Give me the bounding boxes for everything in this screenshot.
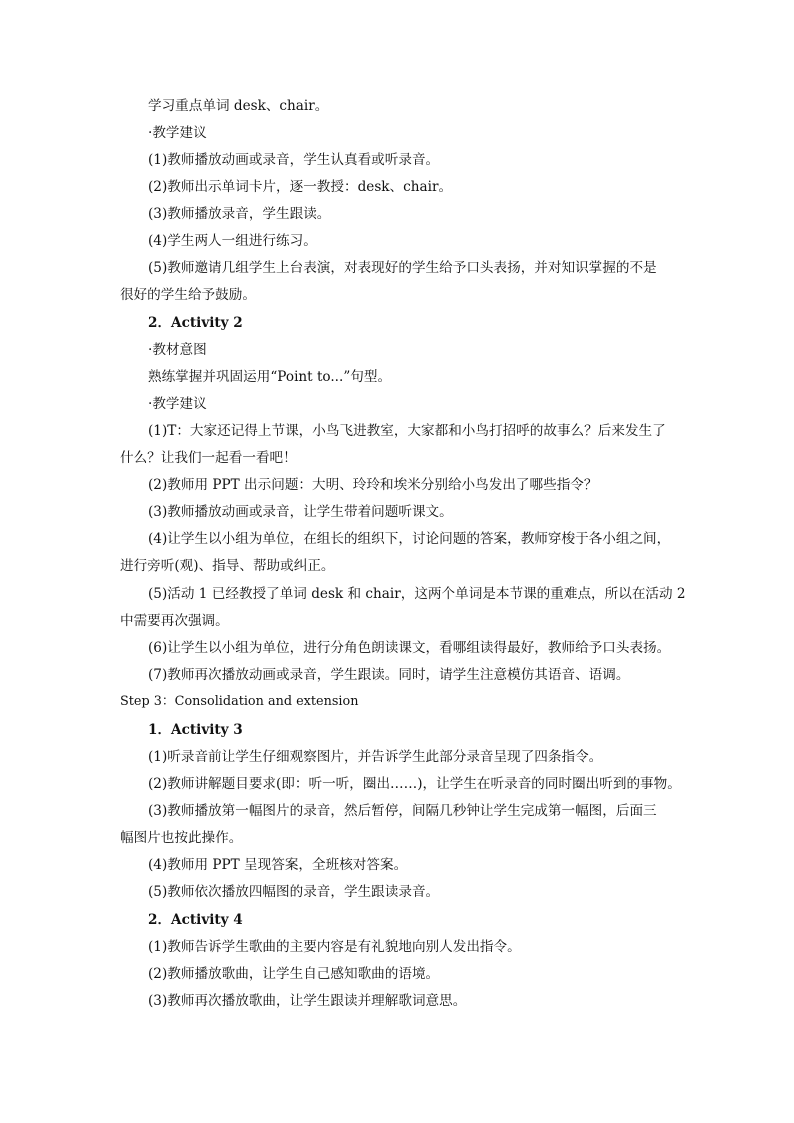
list-item-continuation: 很好的学生给予鼓励。: [120, 287, 256, 303]
activity-heading: 1．Activity 3: [148, 722, 243, 738]
list-item: (1)听录音前让学生仔细观察图片，并告诉学生此部分录音呈现了四条指令。: [148, 749, 603, 765]
step-heading: Step 3：Consolidation and extension: [120, 694, 359, 709]
list-item-continuation: 中需要再次强调。: [120, 613, 229, 629]
list-item: (5)教师依次播放四幅图的录音，学生跟读录音。: [148, 884, 440, 900]
section-heading: ·教学建议: [148, 396, 207, 412]
list-item: (2)教师出示单词卡片，逐一教授：desk、chair。: [148, 179, 453, 195]
list-item: (6)让学生以小组为单位，进行分角色朗读课文，看哪组读得最好，教师给予口头表扬。: [148, 640, 671, 656]
list-item: (3)教师播放第一幅图片的录音，然后暂停，间隔几秒钟让学生完成第一幅图，后面三: [148, 803, 657, 819]
text-line: 学习重点单词 desk、chair。: [148, 98, 329, 114]
list-item: (4)学生两人一组进行练习。: [148, 233, 317, 249]
list-item: (4)让学生以小组为单位，在组长的组织下，讨论问题的答案，教师穿梭于各小组之间，: [148, 531, 671, 547]
list-item: (1)教师告诉学生歌曲的主要内容是有礼貌地向别人发出指令。: [148, 939, 521, 955]
section-heading: ·教学建议: [148, 125, 207, 141]
text-line: 熟练掌握并巩固运用“Point to...”句型。: [148, 369, 392, 385]
list-item: (5)活动 1 已经教授了单词 desk 和 chair，这两个单词是本节课的重难点，所以在活动 2: [148, 586, 686, 602]
list-item: (3)教师播放录音，学生跟读。: [148, 206, 331, 222]
list-item: (2)教师讲解题目要求(即：听一听，圈出……)，让学生在听录音的同时圈出听到的事物。: [148, 776, 681, 792]
list-item: (7)教师再次播放动画或录音，学生跟读。同时，请学生注意模仿其语音、语调。: [148, 667, 630, 683]
list-item: (1)教师播放动画或录音，学生认真看或听录音。: [148, 152, 440, 168]
section-heading: ·教材意图: [148, 342, 207, 358]
list-item: (4)教师用 PPT 呈现答案，全班核对答案。: [148, 857, 408, 873]
list-item: (3)教师再次播放歌曲，让学生跟读并理解歌词意思。: [148, 993, 467, 1009]
list-item-continuation: 进行旁听(观)、指导、帮助或纠正。: [120, 558, 335, 574]
list-item: (2)教师用 PPT 出示问题：大明、玲玲和埃米分别给小鸟发出了哪些指令？: [148, 477, 598, 493]
list-item: (2)教师播放歌曲，让学生自己感知歌曲的语境。: [148, 966, 440, 982]
list-item-continuation: 什么？让我们一起看一看吧！: [120, 450, 297, 466]
list-item: (1)T：大家还记得上节课，小鸟飞进教室，大家都和小鸟打招呼的故事么？后来发生了: [148, 423, 666, 439]
list-item: (3)教师播放动画或录音，让学生带着问题听课文。: [148, 504, 453, 520]
activity-heading: 2．Activity 2: [148, 315, 243, 331]
list-item-continuation: 幅图片也按此操作。: [120, 830, 243, 846]
activity-heading: 2．Activity 4: [148, 912, 243, 928]
list-item: (5)教师邀请几组学生上台表演，对表现好的学生给予口头表扬，并对知识掌握的不是: [148, 260, 657, 276]
